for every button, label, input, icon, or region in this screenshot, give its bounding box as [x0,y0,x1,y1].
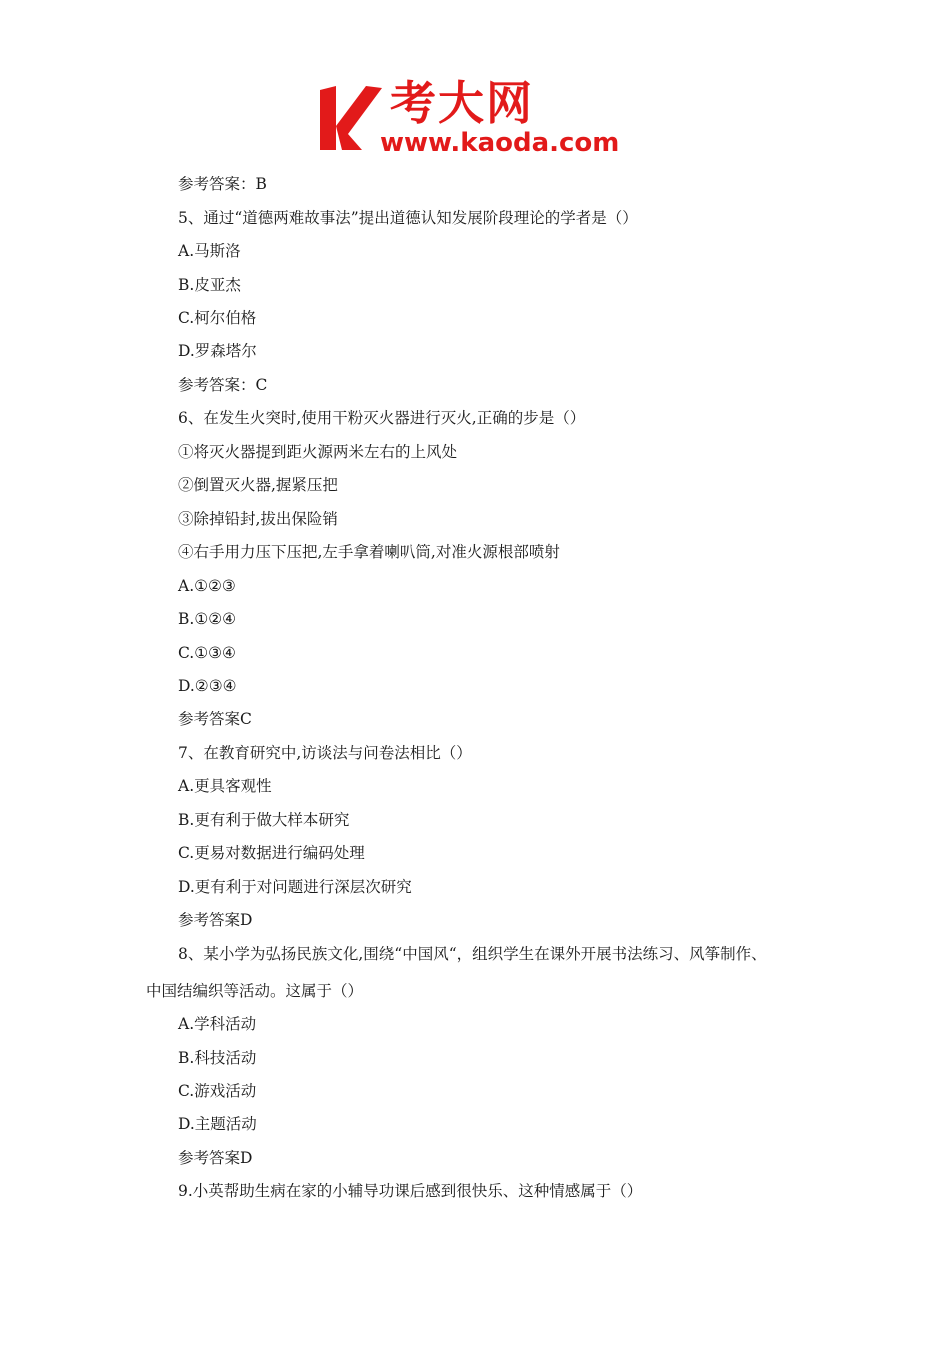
option-8d: D.主题活动 [178,1115,257,1133]
option-7a: A.更具客观性 [178,777,272,795]
option-5b: B.皮亚杰 [178,276,241,294]
kaoda-logo [318,78,640,162]
option-6d: D.②③④ [178,677,237,695]
option-6b: B.①②④ [178,610,237,628]
step-3: ③除掉铅封,拔出保险销 [178,510,338,528]
logo-chinese-text: 考大网 [390,76,534,130]
answer-q8: 参考答案D [178,1149,253,1167]
step-4: ④右手用力压下压把,左手拿着喇叭筒,对准火源根部喷射 [178,543,560,561]
option-7b: B.更有利于做大样本研究 [178,811,350,829]
option-5d: D.罗森塔尔 [178,342,257,360]
answer-q7: 参考答案D [178,911,253,929]
option-8b: B.科技活动 [178,1049,257,1067]
step-1: ①将灭火器提到距火源两米左右的上风处 [178,443,458,461]
option-5a: A.马斯洛 [178,242,241,260]
k-logo-icon [318,82,384,154]
question-9: 9.小英帮助生病在家的小辅导功课后感到很快乐、这种情感属于（） [178,1182,643,1200]
answer-q4: 参考答案：B [178,175,267,193]
question-8-cont: 中国结编织等活动。这属于（） [146,982,364,1000]
option-6c: C.①③④ [178,644,236,662]
question-6: 6、在发生火突时,使用干粉灭火器进行灭火,正确的步是（） [178,409,586,427]
option-8a: A.学科活动 [178,1015,257,1033]
option-5c: C.柯尔伯格 [178,309,257,327]
answer-q5: 参考答案：C [178,376,268,394]
option-7d: D.更有利于对问题进行深层次研究 [178,878,412,896]
question-5: 5、通过“道德两难故事法”提出道德认知发展阶段理论的学者是（） [178,209,638,227]
option-7c: C.更易对数据进行编码处理 [178,844,365,862]
step-2: ②倒置灭火器,握紧压把 [178,476,338,494]
option-8c: C.游戏活动 [178,1082,257,1100]
question-8: 8、某小学为弘扬民族文化,围绕“中国风“，组织学生在课外开展书法练习、风筝制作、 [178,945,767,963]
question-7: 7、在教育研究中,访谈法与问卷法相比（） [178,744,472,762]
logo-url-text: www.kaoda.com [380,128,620,158]
option-6a: A.①②③ [178,577,236,595]
answer-q6: 参考答案C [178,710,252,728]
